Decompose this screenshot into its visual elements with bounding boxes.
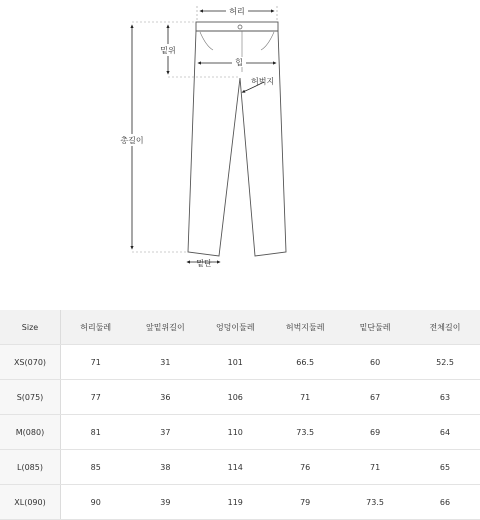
size-table [0, 310, 480, 520]
table-cell: 39 [130, 485, 200, 520]
table-cell: 81 [61, 415, 131, 450]
table-cell: 71 [340, 450, 410, 485]
thigh-label: 허벅지 [251, 77, 275, 86]
total-length-label: 총길이 [120, 136, 144, 145]
table-cell: 76 [270, 450, 340, 485]
table-row [0, 415, 480, 450]
table-cell: 69 [340, 415, 410, 450]
right-pocket [261, 32, 274, 50]
size-cell: L(085) [0, 450, 61, 485]
measure-arrows [132, 11, 275, 262]
table-row [0, 345, 480, 380]
table-cell: 38 [130, 450, 200, 485]
table-cell: 64 [410, 415, 480, 450]
table-cell: 37 [130, 415, 200, 450]
table-cell: 71 [61, 345, 131, 380]
header-front-rise: 앞밑위길이 [130, 310, 200, 345]
table-cell: 73.5 [340, 485, 410, 520]
header-hem: 밑단둘레 [340, 310, 410, 345]
table-cell: 114 [200, 450, 270, 485]
waist-label: 허리 [229, 7, 245, 16]
table-cell: 85 [61, 450, 131, 485]
table-cell: 60 [340, 345, 410, 380]
table-cell: 101 [200, 345, 270, 380]
table-cell: 73.5 [270, 415, 340, 450]
table-cell: 110 [200, 415, 270, 450]
header-size: Size [0, 310, 61, 345]
rise-label: 밑위 [160, 46, 176, 55]
table-cell: 66 [410, 485, 480, 520]
table-cell: 90 [61, 485, 131, 520]
hip-label: 힙 [235, 58, 243, 67]
header-hip: 엉덩이둘레 [200, 310, 270, 345]
table-cell: 63 [410, 380, 480, 415]
table-cell: 52.5 [410, 345, 480, 380]
size-cell: S(075) [0, 380, 61, 415]
table-cell: 77 [61, 380, 131, 415]
hem-label: 밑단 [196, 259, 212, 268]
table-row [0, 485, 480, 520]
table-row [0, 450, 480, 485]
header-thigh: 허벅지둘레 [270, 310, 340, 345]
guide-lines [132, 6, 277, 252]
size-cell: M(080) [0, 415, 61, 450]
table-cell: 65 [410, 450, 480, 485]
waistband [196, 22, 278, 31]
table-header-row [0, 310, 480, 345]
header-total-length: 전체길이 [410, 310, 480, 345]
size-cell: XL(090) [0, 485, 61, 520]
button-icon [238, 25, 242, 29]
size-cell: XS(070) [0, 345, 61, 380]
table-cell: 67 [340, 380, 410, 415]
table-cell: 119 [200, 485, 270, 520]
table-cell: 36 [130, 380, 200, 415]
header-waist: 허리둘레 [61, 310, 131, 345]
table-row [0, 380, 480, 415]
left-pocket [200, 32, 213, 50]
table-cell: 79 [270, 485, 340, 520]
table-cell: 71 [270, 380, 340, 415]
table-cell: 31 [130, 345, 200, 380]
table-cell: 106 [200, 380, 270, 415]
table-cell: 66.5 [270, 345, 340, 380]
